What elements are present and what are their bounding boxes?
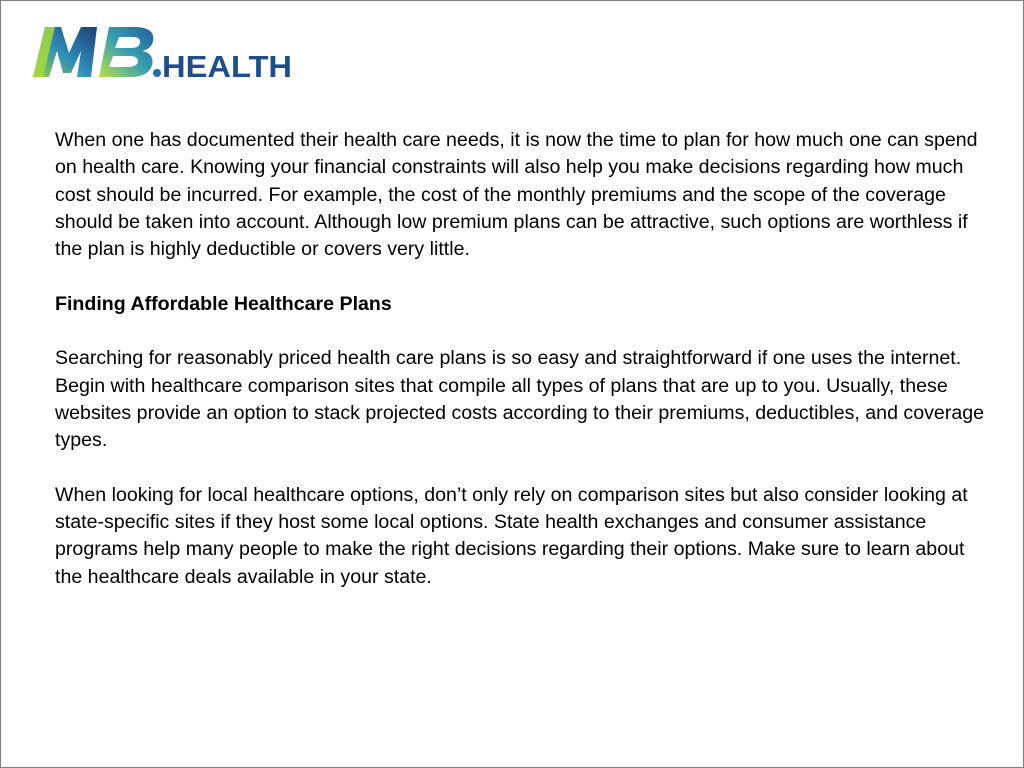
section-heading: Finding Affordable Healthcare Plans — [55, 292, 392, 315]
logo-mark-b — [99, 27, 153, 77]
logo-wordmark: HEALTH — [162, 49, 292, 83]
paragraph-spacer — [55, 318, 985, 345]
paragraph-spacer — [55, 263, 985, 290]
paragraph-comparison-sites: Searching for reasonably priced health care plans is so easy and straightforward if one uses the internet. Begin with healthcare comparison sites that compile all types of plans that are up to you. Usually, these websites provide an option to stack projected costs according to their premiums, deductibles, and coverage types. — [55, 347, 985, 452]
paragraph-budget: When one has documented their health care needs, it is now the time to plan for how much one can spend on health care. Knowing your financial constraints will also help you make decisions regarding how much cost should be incurred. For example, the cost of the monthly premiums and the scope of the coverage should be taken into account. Although low premium plans can be attractive, such options are worthless if the plan is highly deductible or covers very little. — [55, 129, 978, 261]
mpb-health-logo — [31, 23, 295, 83]
article-body — [55, 127, 985, 591]
paragraph-spacer — [55, 455, 985, 482]
logo-dot — [153, 69, 161, 77]
logo-mark-m — [33, 27, 97, 77]
paragraph-local-options: When looking for local healthcare options, don’t only rely on comparison sites but also consider looking at state-specific sites if they host some local options. State health exchanges and consumer assistance programs help many people to make the right decisions regarding their options. Make sure to learn about the healthcare deals available in your state. — [55, 483, 968, 588]
logo-graphic — [31, 23, 295, 83]
